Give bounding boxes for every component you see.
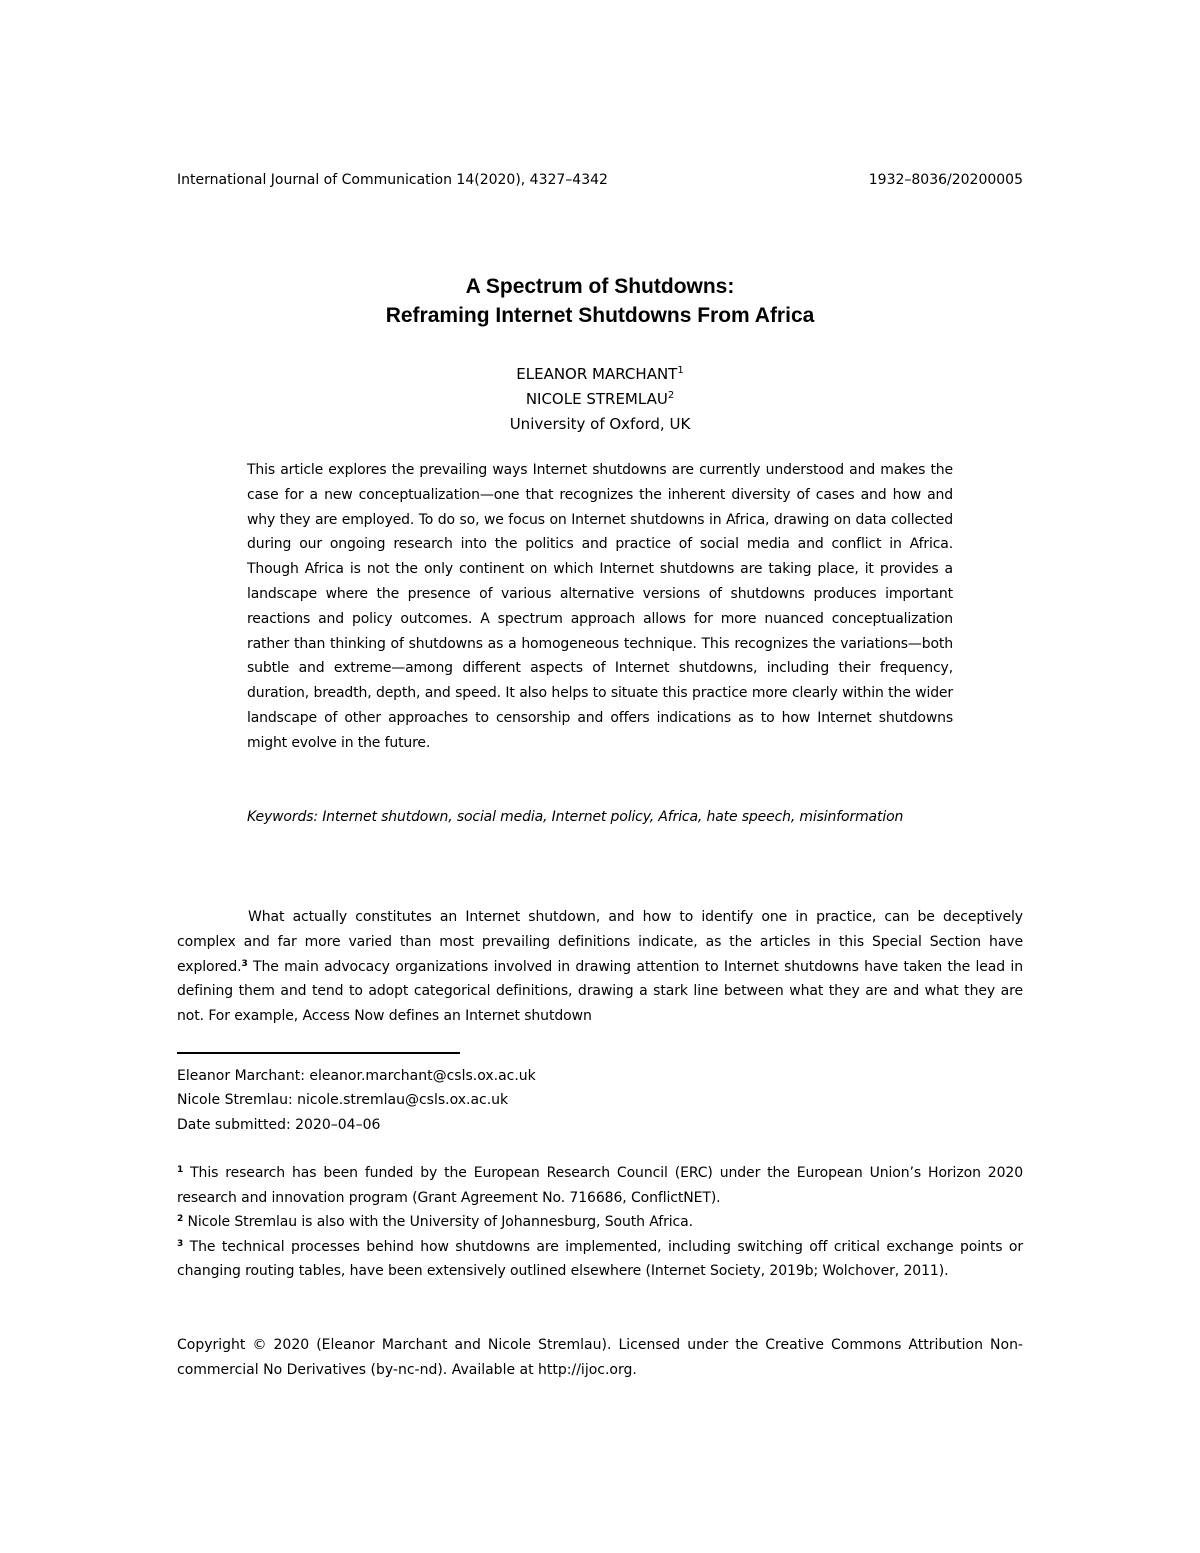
running-header — [177, 172, 1023, 188]
affiliation: University of Oxford, UK — [509, 415, 691, 433]
body-text-part-2: The main advocacy organizations involved in drawing attention to Internet shutdowns have taken the lead in defining them and tend to adopt categorical definitions, drawing a stark line between what they are and what they are not. For example, Access Now defines an Internet shutdown — [177, 958, 1023, 1025]
author-2-name: NICOLE STREMLAU — [525, 390, 668, 408]
footnote-1 — [177, 1161, 1023, 1210]
issn-number: 1932–8036/20200005 — [868, 172, 1023, 188]
footnote-2 — [177, 1210, 1023, 1235]
keywords: Keywords: Internet shutdown, social media, Internet policy, Africa, hate speech, misinformation — [247, 809, 904, 825]
date-submitted: Date submitted: 2020–04–06 — [177, 1116, 381, 1133]
author-1-footnote-mark: 1 — [677, 365, 684, 376]
footnote-2-mark: 2 — [177, 1214, 184, 1225]
title-line-2: Reframing Internet Shutdowns From Africa — [385, 304, 815, 327]
author-block — [0, 362, 1200, 437]
footnote-3-mark: 3 — [177, 1238, 184, 1249]
footnote-1-mark: 1 — [177, 1165, 184, 1175]
author-1 — [0, 362, 1200, 387]
author-2-footnote-mark: 2 — [667, 390, 675, 401]
footnote-ref-3[interactable]: 3 — [241, 958, 248, 969]
footnote-divider — [177, 1052, 460, 1054]
title-line-1: A Spectrum of Shutdowns: — [465, 275, 735, 298]
body-paragraph — [177, 905, 1023, 1029]
article-title — [0, 272, 1200, 330]
footnote-2-text: Nicole Stremlau is also with the University of Johannesburg, South Africa. — [183, 1214, 693, 1231]
footnote-1-text: This research has been funded by the European Research Council (ERC) under the European Union’s Horizon 2020 research and innovation program (Grant Agreement No. 716686, ConflictNET). — [177, 1165, 1023, 1206]
author-2 — [0, 387, 1200, 412]
author-1-name: ELEANOR MARCHANT — [516, 365, 678, 383]
footnote-3-text: The technical processes behind how shutdowns are implemented, including switching off critical exchange points or changing routing tables, have been extensively outlined elsewhere (Internet Society, 2019b; Wolchover, 2011). — [177, 1238, 1023, 1280]
footnotes — [177, 1161, 1023, 1284]
copyright-notice: Copyright © 2020 (Eleanor Marchant and Nicole Stremlau). Licensed under the Creative Commons Attribution Non-commercial No Derivatives (by-nc-nd). Available at http://ijoc.org. — [177, 1337, 1023, 1378]
journal-citation: International Journal of Communication 14(2020), 4327–4342 — [177, 172, 608, 188]
body-text-part-1: What actually constitutes an Internet shutdown, and how to identify one in practice, can be deceptively complex and far more varied than most prevailing definitions indicate, as the articles in this Special Section have explored. — [177, 909, 1023, 975]
contact-line-2: Nicole Stremlau: nicole.stremlau@csls.ox.ac.uk — [177, 1092, 509, 1109]
contact-info — [177, 1064, 1023, 1137]
contact-line-1: Eleanor Marchant: eleanor.marchant@csls.ox.ac.uk — [177, 1068, 536, 1084]
footnote-3 — [177, 1235, 1023, 1284]
abstract: This article explores the prevailing ways Internet shutdowns are currently understood and makes the case for a new conceptualization—one that recognizes the inherent diversity of cases and how and why they are employed. To do so, we focus on Internet shutdowns in Africa, drawing on data collected during our ongoing research into the politics and practice of social media and conflict in Africa. Though Africa is not the only continent on which Internet shutdowns are taking place, it provides a landscape where the presence of various alternative versions of shutdowns produces important reactions and policy outcomes. A spectrum approach allows for more nuanced conceptualization rather than thinking of shutdowns as a homogeneous technique. This recognizes the variations—both subtle and extreme—among different aspects of Internet shutdowns, including their frequency, duration, breadth, depth, and speed. It also helps to situate this practice more clearly within the wider landscape of other approaches to censorship and offers indications as to how Internet shutdowns might evolve in the future. — [247, 462, 953, 751]
